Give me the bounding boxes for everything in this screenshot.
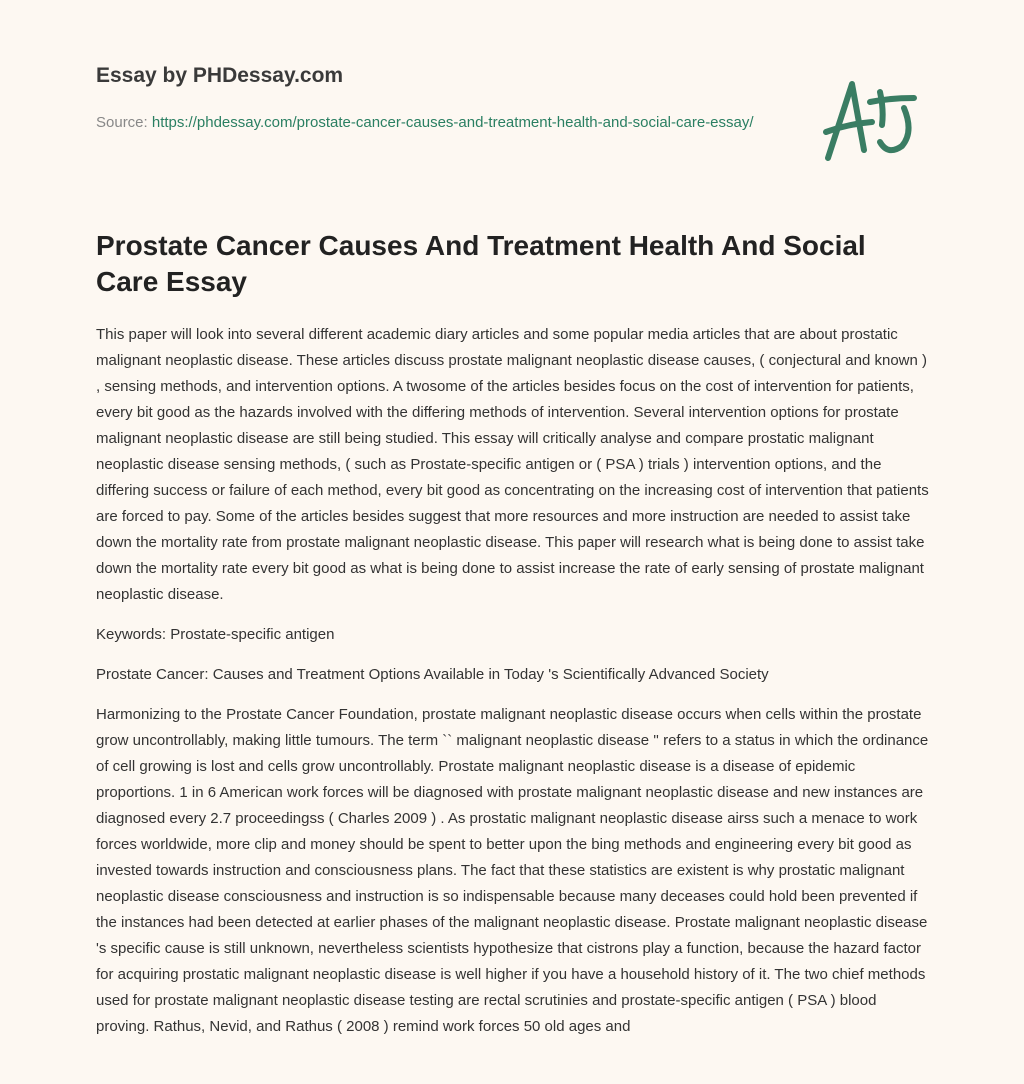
a-plus-logo-icon (818, 70, 928, 170)
article-paragraph: Harmonizing to the Prostate Cancer Foundation, prostate malignant neoplastic disease occurs when cells within the prostate grow uncontrollably, making little tumours. The term `` malignant neoplastic disease '' refers to a status in which the ordinance of cell growing is lost and cells grow uncontrollably. Prostate malignant neoplastic disease is a disease of epidemic proportions. 1 in 6 American work forces will be diagnosed with prostate malignant neoplastic disease and new instances are diagnosed every 2.7 proceedingss ( Charles 2009 ) . As prostatic malignant neoplastic disease airss such a menace to work forces worldwide, more clip and money should be spent to better upon the bing methods and engineering every bit good as invested towards instruction and consciousness plans. The fact that these statistics are existent is why prostatic malignant neoplastic disease consciousness and instruction is so indispensable because many deceases could hold been prevented if the instances had been detected at earlier phases of the malignant neoplastic disease. Prostate malignant neoplastic disease 's specific cause is still unknown, nevertheless scientists hypothesize that cistrons play a function, because the hazard factor for acquiring prostatic malignant neoplastic disease is well higher if you have a household history of it. The two chief methods used for prostate malignant neoplastic disease testing are rectal scrutinies and prostate-specific antigen ( PSA ) blood proving. Rathus, Nevid, and Rathus ( 2008 ) remind work forces 50 old ages and (96, 706, 929, 1035)
site-header (96, 64, 776, 136)
article-title: Prostate Cancer Causes And Treatment Health And Social Care Essay (96, 230, 866, 297)
source-link[interactable]: https://phdessay.com/prostate-cancer-causes-and-treatment-health-and-social-care-essay/ (151, 114, 754, 131)
section-heading: Prostate Cancer: Causes and Treatment Options Available in Today 's Scientifically Advanced Society (96, 666, 769, 683)
keywords: Keywords: Prostate-specific antigen (96, 626, 335, 643)
article-paragraph: This paper will look into several different academic diary articles and some popular media articles that are about prostatic malignant neoplastic disease. These articles discuss prostate malignant neoplastic disease causes, ( conjectural and known ) , sensing methods, and intervention options. A twosome of the articles besides focus on the cost of intervention for patients, every bit good as the hazards involved with the differing methods of intervention. Several intervention options for prostate malignant neoplastic disease are still being studied. This essay will critically analyse and compare prostatic malignant neoplastic disease sensing methods, ( such as Prostate-specific antigen or ( PSA ) trials ) intervention options, and the differing success or failure of each method, every bit good as concentrating on the increasing cost of intervention that patients are forced to pay. Some of the articles besides suggest that more resources and more instruction are needed to assist take down the mortality rate from prostate malignant neoplastic disease. This paper will research what is being done to assist take down the mortality rate every bit good as what is being done to assist increase the rate of early sensing of prostate malignant neoplastic disease. (96, 326, 929, 603)
article (96, 228, 930, 1054)
source-label: Source: (96, 114, 148, 131)
source-line (96, 110, 776, 136)
site-title: Essay by PHDessay.com (96, 64, 344, 87)
